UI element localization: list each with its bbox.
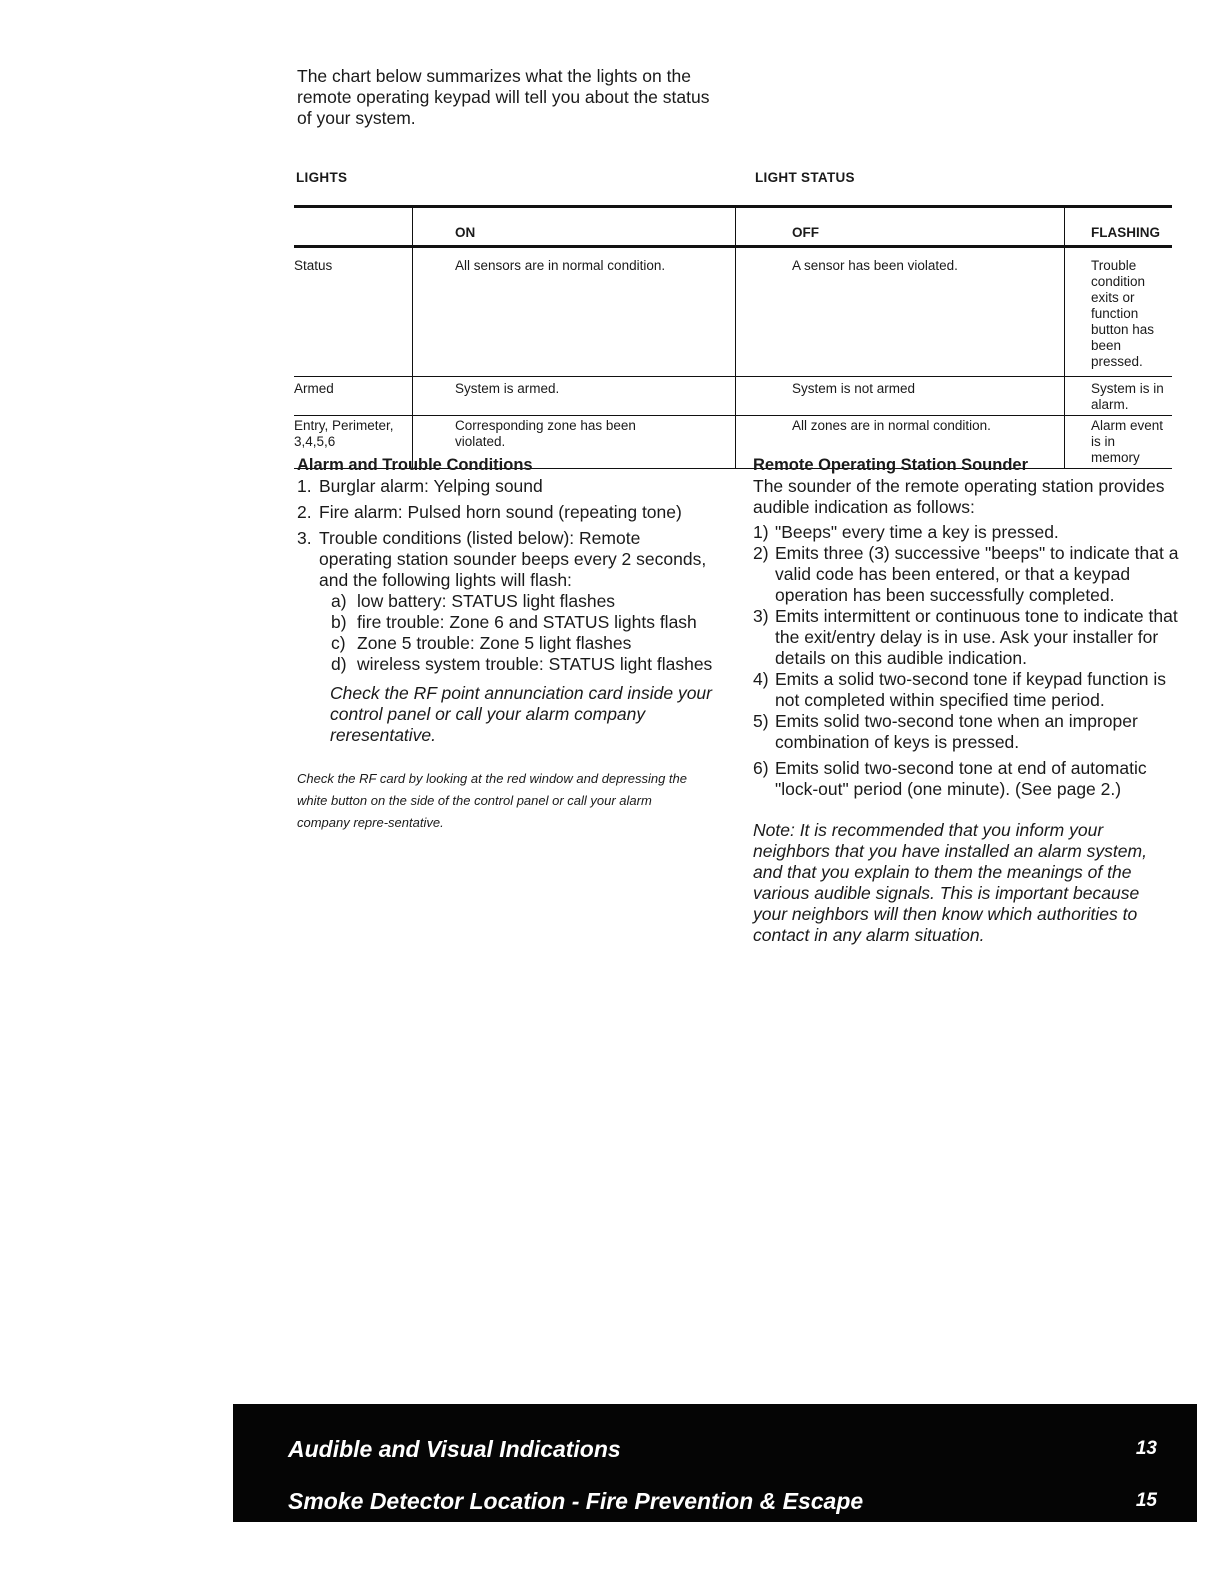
list-item — [331, 633, 717, 654]
list-text: Emits a solid two-second tone if keypad function is not completed within specified time period. — [775, 669, 1167, 710]
list-letter: c) — [331, 633, 346, 653]
chapter-page-number: 13 — [1135, 1438, 1157, 1459]
chapter-entry — [288, 1436, 1157, 1476]
sounder-intro: The sounder of the remote operating station provides audible indication as follows: — [753, 476, 1165, 517]
on-column-header: ON — [413, 207, 736, 247]
list-item — [753, 543, 1183, 606]
list-item — [753, 606, 1183, 669]
list-item — [297, 476, 717, 497]
list-item — [297, 502, 717, 523]
list-text: Emits intermittent or continuous tone to indicate that the exit/entry delay is in use. Ask your installer for details on this audible indication. — [775, 606, 1178, 668]
list-item — [753, 522, 1183, 543]
light-status-table — [294, 205, 1172, 469]
off-cell: System is not armed — [736, 377, 1065, 416]
light-status-heading: LIGHT STATUS — [755, 170, 855, 185]
list-text: "Beeps" every time a key is pressed. — [775, 522, 1059, 542]
on-cell: All sensors are in normal condition. — [413, 247, 736, 377]
list-item — [297, 528, 717, 675]
table-row — [294, 377, 1172, 416]
sounder-section-title: Remote Operating Station Sounder — [753, 456, 1029, 474]
list-number: 5) — [753, 711, 769, 731]
alarm-section-title: Alarm and Trouble Conditions — [297, 456, 533, 474]
chapter-title: Audible and Visual Indications — [288, 1436, 621, 1462]
list-text: Burglar alarm: Yelping sound — [319, 476, 543, 496]
list-number: 3) — [753, 606, 769, 626]
table-header-row — [294, 207, 1172, 247]
sounder-section — [753, 455, 1183, 946]
neighbors-note: Note: It is recommended that you inform your neighbors that you have installed an alarm system, and that you explain to them the meanings of the various audible signals. This is important because your neighbors will then know which authorities to contact in any alarm situation. — [753, 820, 1147, 945]
on-cell: Corresponding zone has been violated. — [413, 416, 736, 469]
intro-paragraph: The chart below summarizes what the lights on the remote operating keypad will tell you about the status of your system. — [297, 66, 710, 128]
list-item — [753, 758, 1183, 800]
list-text: fire trouble: Zone 6 and STATUS lights flash — [357, 612, 697, 632]
light-name-cell: Armed — [294, 377, 413, 416]
rf-card-note: Check the RF card by looking at the red window and depressing the white button on the side of the control panel or call your alarm company repre-sentative. — [297, 771, 687, 830]
light-name-cell: Entry, Perimeter, 3,4,5,6 — [294, 416, 413, 469]
lights-column-heading: LIGHTS — [296, 170, 348, 185]
list-text: Fire alarm: Pulsed horn sound (repeating tone) — [319, 502, 682, 522]
list-letter: d) — [331, 654, 347, 674]
chapter-page-number: 15 — [1135, 1490, 1157, 1511]
list-text: Trouble conditions (listed below): Remote operating station sounder beeps every 2 seconds, and the following lights will flash: — [319, 528, 707, 590]
off-column-header: OFF — [736, 207, 1065, 247]
list-item — [331, 612, 717, 633]
list-text: Emits solid two-second tone when an improper combination of keys is pressed. — [775, 711, 1138, 752]
off-cell: A sensor has been violated. — [736, 247, 1065, 377]
table-row — [294, 247, 1172, 377]
flashing-cell: System is in alarm. — [1065, 377, 1173, 416]
list-number: 1. — [297, 476, 312, 496]
list-item — [331, 591, 717, 612]
flashing-column-header: FLASHING — [1065, 207, 1173, 247]
list-text: wireless system trouble: STATUS light flashes — [357, 654, 713, 674]
list-number: 4) — [753, 669, 769, 689]
list-number: 1) — [753, 522, 769, 542]
chapter-title: Smoke Detector Location - Fire Prevention & Escape — [288, 1488, 864, 1514]
list-text: Emits three (3) successive "beeps" to indicate that a valid code has been entered, or that a keypad operation has been successfully completed. — [775, 543, 1179, 605]
chapter-entry — [288, 1488, 1157, 1528]
alarm-list — [297, 476, 717, 675]
list-number: 2. — [297, 502, 312, 522]
alarm-trouble-section — [297, 455, 717, 834]
off-cell: All zones are in normal condition. — [736, 416, 1065, 469]
list-letter: a) — [331, 591, 347, 611]
list-item — [753, 711, 1183, 753]
flashing-cell: Trouble condition exits or function button has been pressed. — [1065, 247, 1173, 377]
flashing-cell: Alarm event is in memory — [1065, 416, 1173, 469]
list-number: 3. — [297, 528, 312, 548]
rf-check-note: Check the RF point annunciation card inside your control panel or call your alarm company reresentative. — [330, 683, 712, 745]
sounder-list — [753, 522, 1183, 800]
chapter-index-bar — [233, 1404, 1197, 1522]
list-number: 6) — [753, 758, 769, 778]
list-text: Zone 5 trouble: Zone 5 light flashes — [357, 633, 632, 653]
list-letter: b) — [331, 612, 347, 632]
trouble-sublist — [331, 591, 717, 675]
list-text: low battery: STATUS light flashes — [357, 591, 616, 611]
list-item — [331, 654, 717, 675]
list-item — [753, 669, 1183, 711]
light-name-cell: Status — [294, 258, 333, 273]
list-text: Emits solid two-second tone at end of automatic "lock-out" period (one minute). (See page 2.) — [775, 758, 1147, 799]
list-number: 2) — [753, 543, 769, 563]
blank-header-cell — [294, 207, 413, 247]
on-cell: System is armed. — [413, 377, 736, 416]
